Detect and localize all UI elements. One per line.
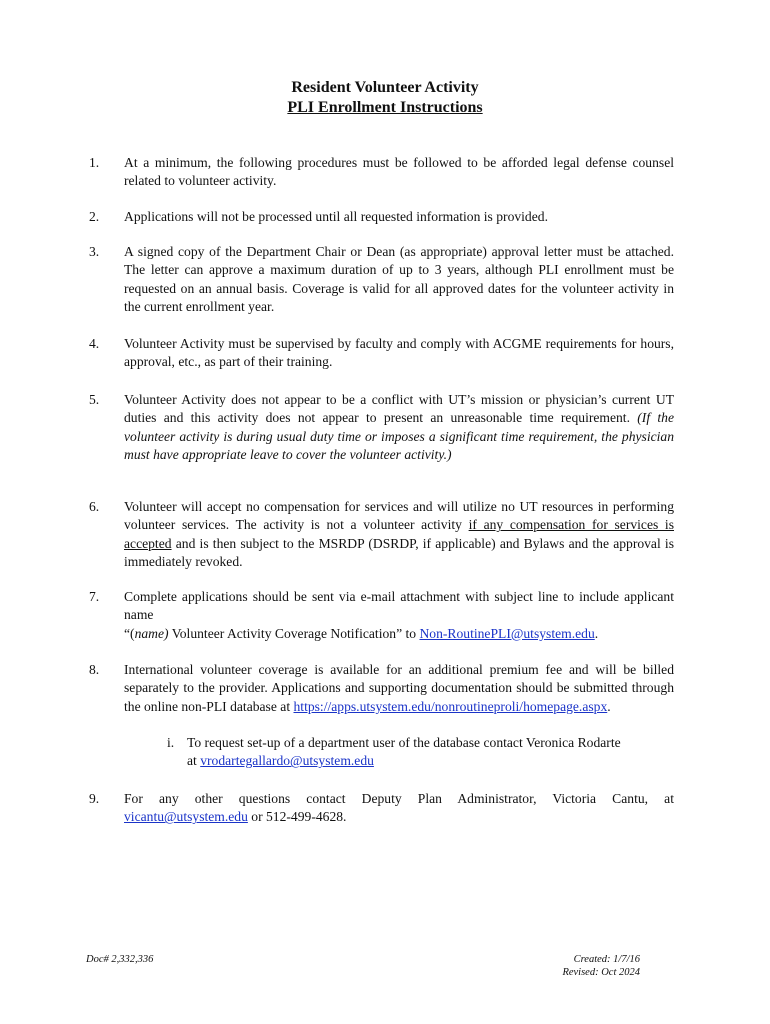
sub-item-text [187,734,687,771]
subject-line-text: Volunteer Activity Coverage Notification” to [168,625,420,641]
item-number: 9. [89,791,100,806]
database-url-link[interactable]: https://apps.utsystem.edu/nonroutineproli/homepage.aspx [293,698,608,714]
item-text-line2 [124,625,674,643]
item-text-main: For any other questions contact Deputy Plan Administrator, Victoria Cantu, at [124,791,674,806]
item-number: 6. [89,499,100,514]
item-text [124,661,674,716]
item-text [124,790,674,827]
item-text: Applications will not be processed until all requested information is provided. [124,209,548,224]
footer-doc-number: Doc# 2,332,336 [86,954,154,965]
phone-text: or 512-499-4628. [247,809,347,825]
open-quote: “( [124,625,135,641]
item-text-main: International volunteer coverage is available for an additional premium fee and will be billed separately to the provider. Applications and supporting documentation should be submitted through the online non-PLI database at [124,662,674,714]
item-text-main: Complete applications should be sent via e-mail attachment with subject line to include applicant name [124,589,674,623]
item-number: 4. [89,336,100,351]
sub-item-at: at [187,753,201,769]
sub-item-number: i. [167,735,175,750]
email-link-vrodartegallardo[interactable]: vrodartegallardo@utsystem.edu [200,753,374,769]
document-title: Resident Volunteer Activity [291,79,479,96]
item-text [124,588,674,643]
document-subtitle: PLI Enrollment Instructions [287,99,483,116]
item-text [124,391,674,465]
placeholder-name: name) [134,625,169,641]
item-text: Volunteer Activity must be supervised by faculty and comply with ACGME requirements for hours, approval, etc., as part of their training. [124,336,674,370]
item-text-main: Volunteer Activity does not appear to be a conflict with UT’s mission or physician’s current UT duties and this activity does not appear to present an unreasonable time requirement. [124,392,674,426]
item-number: 3. [89,244,100,259]
email-link-nonroutinepli[interactable]: Non-RoutinePLI@utsystem.edu [419,625,595,641]
sub-item-line2 [187,752,687,770]
period: . [607,698,611,714]
item-text: A signed copy of the Department Chair or Dean (as appropriate) approval letter must be attached. The letter can approve a maximum duration of up to 3 years, although PLI enrollment must be requested on an annual basis. Coverage is valid for all approved dates for the volunteer activity in the current enrollment year. [124,244,674,315]
period: . [594,625,599,641]
item-number: 1. [89,155,100,170]
item-text-part-a: Volunteer will accept no compensation for services and will utilize no UT resources in performing volunteer services. The activity is not a volunteer activity [124,499,674,533]
item-number: 5. [89,392,100,407]
footer-created: Created: 1/7/16 [573,954,640,965]
footer-revised: Revised: Oct 2024 [562,967,640,978]
email-link-vicantu[interactable]: vicantu@utsystem.edu [124,809,248,825]
item-text: At a minimum, the following procedures must be followed to be afforded legal defense counsel related to volunteer activity. [124,155,674,189]
item-number: 8. [89,662,100,677]
item-text-underlined: if any compensation for services is accepted [124,517,674,551]
item-number: 7. [89,589,100,604]
item-text-italic-note: (If the volunteer activity is during usual duty time or imposes a significant time requirement, the physician must have appropriate leave to cover the volunteer activity.) [124,410,674,463]
item-text [124,498,674,572]
item-text-part-b: and is then subject to the MSRDP (DSRDP, if applicable) and Bylaws and the approval is immediately revoked. [124,535,674,570]
item-number: 2. [89,209,100,224]
sub-item-line1: To request set-up of a department user of the database contact Veronica Rodarte [187,735,621,750]
